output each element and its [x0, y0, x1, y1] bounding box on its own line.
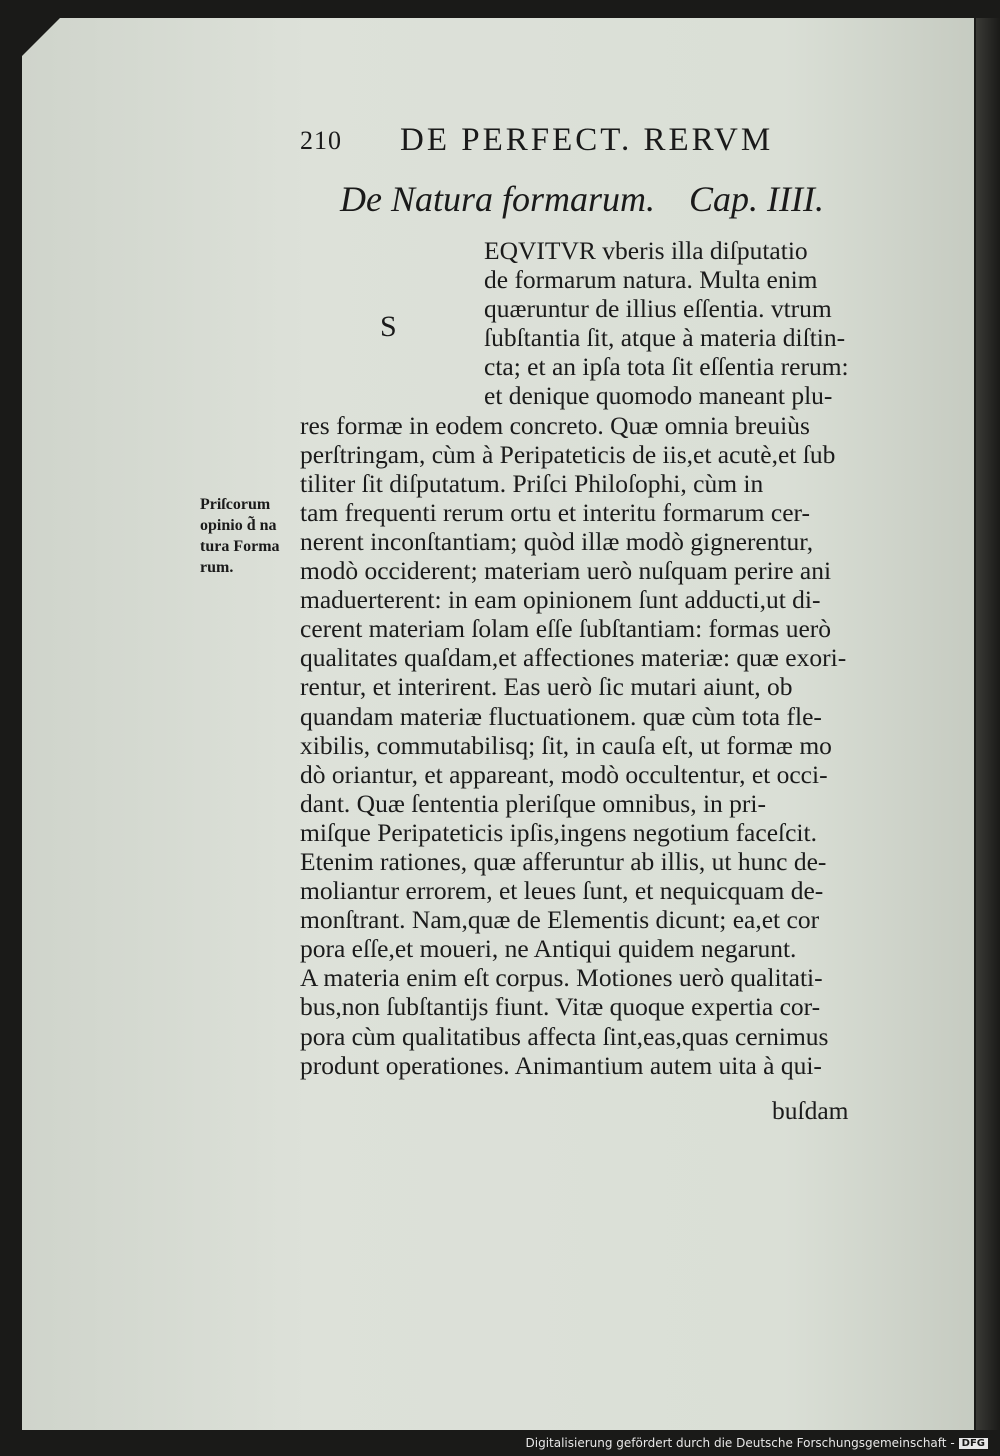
catchword: buſdam: [772, 1096, 849, 1125]
text-line: A materia enim eſt corpus. Motiones uerò qualitati-: [300, 963, 823, 993]
text-line: maduerterent: in eam opinionem ſunt adducti,ut di-: [300, 585, 821, 615]
margin-note-line: tura Forma: [200, 538, 280, 555]
text-line: cerent materiam ſolam eſſe ſubſtantiam: formas uerò: [300, 614, 832, 644]
body-text: [300, 236, 900, 1080]
text-line: xibilis, commutabilisq; ſit, in cauſa eſt, ut formæ mo: [300, 730, 832, 760]
text-line: quandam materiæ fluctuationem. quæ cùm tota fle-: [300, 701, 822, 731]
text-line: produnt operationes. Animantium autem uita à qui-: [300, 1050, 822, 1080]
text-line: moliantur errorem, et leues ſunt, et nequicquam de-: [300, 876, 824, 906]
text-line: rentur, et interirent. Eas uerò ſic mutari aiunt, ob: [300, 672, 793, 702]
text-line: perſtringam, cùm à Peripateticis de iis,et acutè,et ſub: [300, 439, 836, 469]
text-line: tam frequenti rerum ortu et interitu formarum cer-: [300, 497, 810, 527]
text-line: dant. Quæ ſententia pleriſque omnibus, in pri-: [300, 788, 766, 818]
text-line: EQVITVR vberis illa diſputatio: [484, 236, 808, 265]
text-line: bus,non ſubſtantijs fiunt. Vitæ quoque expertia cor-: [300, 992, 821, 1022]
margin-note-line: Priſcorum: [200, 496, 271, 513]
text-line: qualitates quaſdam,et affectiones materiæ: quæ exori-: [300, 643, 847, 673]
text-line: res formæ in eodem concreto. Quæ omnia breuiùs: [300, 410, 810, 440]
text-line: dò oriantur, et appareant, modò occultentur, et occi-: [300, 759, 828, 789]
chapter-title-text: De Natura formarum.: [340, 179, 656, 219]
footer-credit: Digitalisierung gefördert durch die Deutsche Forschungsgemeinschaft -: [525, 1436, 955, 1450]
chapter-title: [340, 178, 824, 220]
text-line: nerent inconſtantiam; quòd illæ modò gignerentur,: [300, 526, 814, 556]
text-line: quæruntur de illius eſſentia. vtrum: [484, 294, 832, 324]
text-line: ſubſtantia ſit, atque à materia diſtin-: [484, 323, 846, 353]
text-line: tiliter ſit diſputatum. Priſci Philoſophi, cùm in: [300, 468, 764, 498]
page-corner-fold: [22, 18, 60, 56]
text-line: cta; et an ipſa tota ſit eſſentia rerum:: [484, 352, 849, 382]
chapter-number: Cap. IIII.: [689, 179, 824, 219]
text-line: Etenim rationes, quæ afferuntur ab illis, ut hunc de-: [300, 846, 827, 876]
margin-note-line: rum.: [200, 559, 234, 576]
text-line: pora cùm qualitatibus affecta ſint,eas,quas cernimus: [300, 1021, 829, 1051]
text-line: miſque Peripateticis ipſis,ingens negotium faceſcit.: [300, 817, 817, 847]
text-line: pora eſſe,et moueri, ne Antiqui quidem negarunt.: [300, 934, 797, 964]
text-line: et denique quomodo maneant plu-: [484, 381, 833, 411]
margin-note-line: opinio d̃ na: [200, 517, 277, 534]
text-line: monſtrant. Nam,quæ de Elementis dicunt; ea,et cor: [300, 905, 820, 935]
page-gutter-edge: [976, 18, 1000, 1430]
text-line: modò occiderent; materiam uerò nuſquam perire ani: [300, 556, 832, 586]
text-line: de formarum natura. Multa enim: [484, 265, 818, 295]
page-header: [300, 122, 800, 166]
running-head: DE PERFECT. RERVM: [400, 122, 774, 158]
drop-initial: S: [380, 310, 397, 343]
margin-note: [200, 494, 300, 578]
digitization-footer: [526, 1436, 989, 1450]
page-number: 210: [300, 126, 342, 155]
dfg-logo: DFG: [959, 1438, 988, 1449]
